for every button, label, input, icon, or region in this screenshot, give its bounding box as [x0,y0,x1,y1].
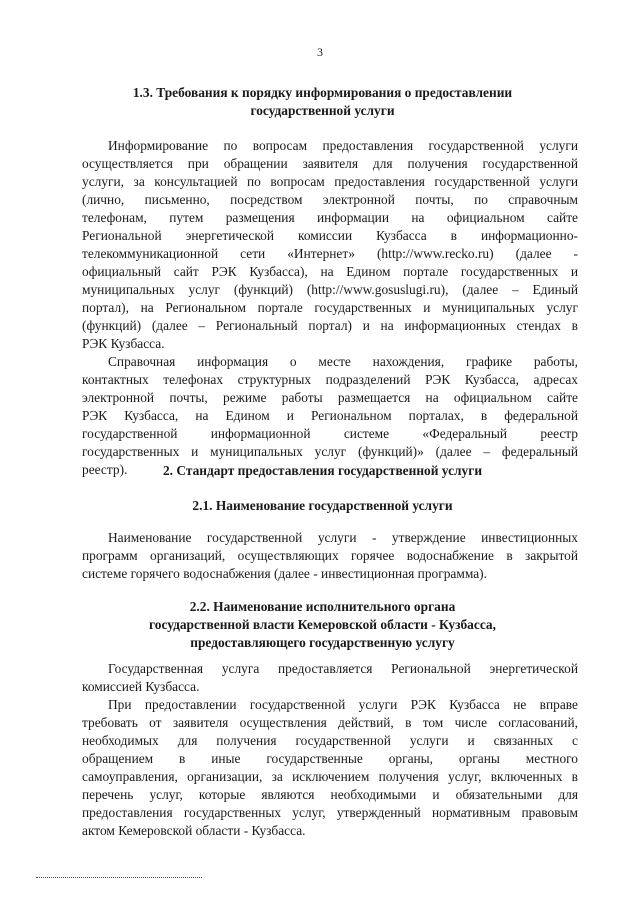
text-line: РЭК Кузбасса, на Едином и Региональном порталах, в федеральной [82,408,578,423]
text-line: государственных и муниципальных услуг (функций)» (далее – федеральный [82,444,578,459]
text-line: требовать от заявителя осуществления действий, в том числе согласований, [82,715,578,730]
section-1-3-paragraph-1 [82,137,578,353]
text-line: портал), на Региональном портале государственных и муниципальных услуг [82,300,578,315]
heading-line: государственной услуги [250,103,395,118]
section-2-1-heading [68,497,577,515]
section-2-1-paragraph [82,529,578,583]
section-2-2-paragraph-2 [82,696,578,840]
text-line: Государственная услуга предоставляется Региональной энергетической [108,661,578,676]
text-line: Наименование государственной услуги - утверждение инвестиционных [108,530,578,545]
text-line: официальный сайт РЭК Кузбасса), на Едином портале государственных и [82,264,578,279]
text-line: Региональной энергетической комиссии Кузбасса в информационно- [82,228,578,243]
text-line: При предоставлении государственной услуги РЭК Кузбасса не вправе [108,697,578,712]
text-line: муниципальных услуг (функций) (http://www.gosuslugi.ru), (далее – Единый [82,282,578,297]
text-line: РЭК Кузбасса. [82,336,165,351]
text-line: самоуправления, организации, за исключением получения услуг, включенных в [82,769,578,784]
footer-divider [36,877,202,878]
text-line: актом Кемеровской области - Кузбасса. [82,823,306,838]
section-1-3-paragraph-2 [82,353,578,479]
text-line: системе горячего водоснабжения (далее - инвестиционная программа). [82,566,487,581]
text-line: комиссией Кузбасса. [82,679,200,694]
text-line: осуществляется при обращении заявителя для получения государственной [82,156,578,171]
text-line: телекоммуникационной сети «Интернет» (http://www.recko.ru) (далее - [82,246,578,261]
section-2-2-paragraph-1 [82,660,578,696]
text-line: предоставления государственных услуг, утвержденный нормативным правовым [82,805,578,820]
text-line: программ организаций, осуществляющих горячее водоснабжение в закрытой [82,548,578,563]
text-line: реестр). [82,462,128,477]
heading-line: предоставляющего государственную услугу [190,635,455,650]
text-line: услуги, за консультацией по вопросам предоставления государственной услуги [82,174,578,189]
text-line: Справочная информация о месте нахождения, графике работы, [108,354,578,369]
text-line: обращением в иные государственные органы, органы местного [82,751,578,766]
section-2-heading [68,462,577,480]
heading-line: 2. Стандарт предоставления государственной услуги [162,463,483,478]
text-line: перечень услуг, которые являются необходимыми и обязательными для [82,787,578,802]
text-line: необходимых для получения государственной услуги и связанных с [82,733,578,748]
heading-line: 1.3. Требования к порядку информирования о предоставлении [132,85,513,100]
heading-line: 2.2. Наименование исполнительного органа [189,599,456,614]
text-line: электронной почты, режиме работы размещается на официальном сайте [82,390,578,405]
text-line: (лично, письменно, посредством электронной почты, по справочным [82,192,578,207]
section-1-3-heading [68,84,577,120]
text-line: государственной информационной системе «Федеральный реестр [82,426,578,441]
text-line: (функций) (далее – Региональный портал) и на информационных стендах в [82,318,578,333]
page-number: 3 [317,45,323,59]
text-line: телефонам, путем размещения информации на официальном сайте [82,210,578,225]
text-line: Информирование по вопросам предоставления государственной услуги [108,138,578,153]
heading-line: государственной власти Кемеровской области - Кузбасса, [149,617,496,632]
text-line: контактных телефонах структурных подразделений РЭК Кузбасса, адресах [82,372,578,387]
section-2-2-heading [68,598,577,652]
heading-line: 2.1. Наименование государственной услуги [192,498,453,513]
